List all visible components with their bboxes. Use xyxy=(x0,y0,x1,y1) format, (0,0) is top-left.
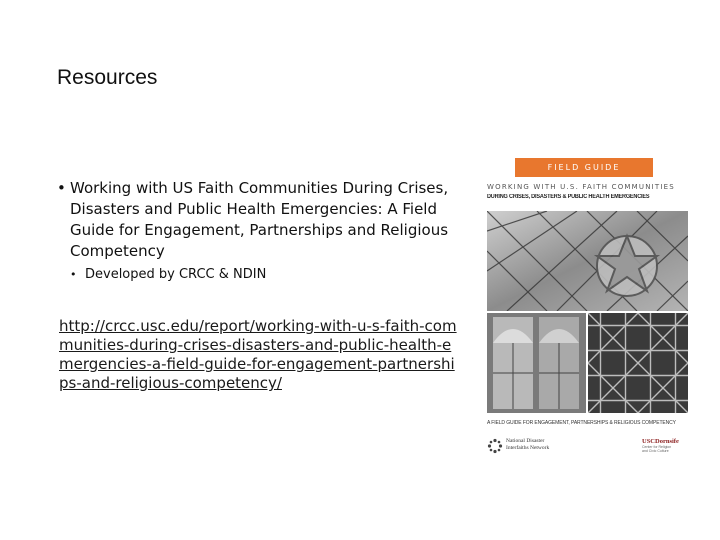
bullet-text: Working with US Faith Communities During Crises, Disasters and Public Health Emergencies: A Field Guide for Engagement, Partnerships and Religious Competency xyxy=(70,179,449,260)
slide-title: Resources xyxy=(57,66,158,89)
cover-banner: FIELD GUIDE xyxy=(515,158,653,177)
cover-subtitle: A FIELD GUIDE FOR ENGAGEMENT, PARTNERSHIPS & RELIGIOUS COMPETENCY xyxy=(487,420,676,426)
ndin-logo-line2: Interfaiths Network xyxy=(506,444,550,451)
bullet-dot-icon: • xyxy=(70,268,77,281)
cover-title-line1: WORKING WITH U.S. FAITH COMMUNITIES xyxy=(487,183,675,191)
lattice-screen-photo xyxy=(588,313,688,413)
bullet-dot-icon: • xyxy=(57,179,66,197)
bullet-list xyxy=(57,178,462,284)
usc-logo-sub1: Center for Religion xyxy=(642,445,672,449)
usc-logo-text: USCDornsife xyxy=(642,438,679,445)
report-link[interactable]: http://crcc.usc.edu/report/working-with-u-s-faith-communities-during-crises-disasters-and-public-health-emergencies-a-field-guide-for-engagement-partnerships-and-religious-competency/ xyxy=(59,317,457,392)
usc-dornsife-logo xyxy=(642,438,690,460)
sub-bullet-text: Developed by CRCC & NDIN xyxy=(85,267,267,282)
church-window-photo xyxy=(487,313,586,413)
sub-bullet-item xyxy=(70,266,462,284)
cover-title-line2: DURING CRISES, DISASTERS & PUBLIC HEALTH EMERGENCIES xyxy=(487,194,650,200)
usc-logo-sub2: and Civic Culture xyxy=(642,449,669,453)
field-guide-cover-image xyxy=(484,158,690,463)
ndin-logo-icon xyxy=(487,438,503,454)
ndin-logo-line1: National Disaster xyxy=(506,438,545,444)
ndin-logo xyxy=(487,436,577,458)
bullet-item xyxy=(57,178,462,262)
stained-glass-photo-top xyxy=(487,211,688,311)
